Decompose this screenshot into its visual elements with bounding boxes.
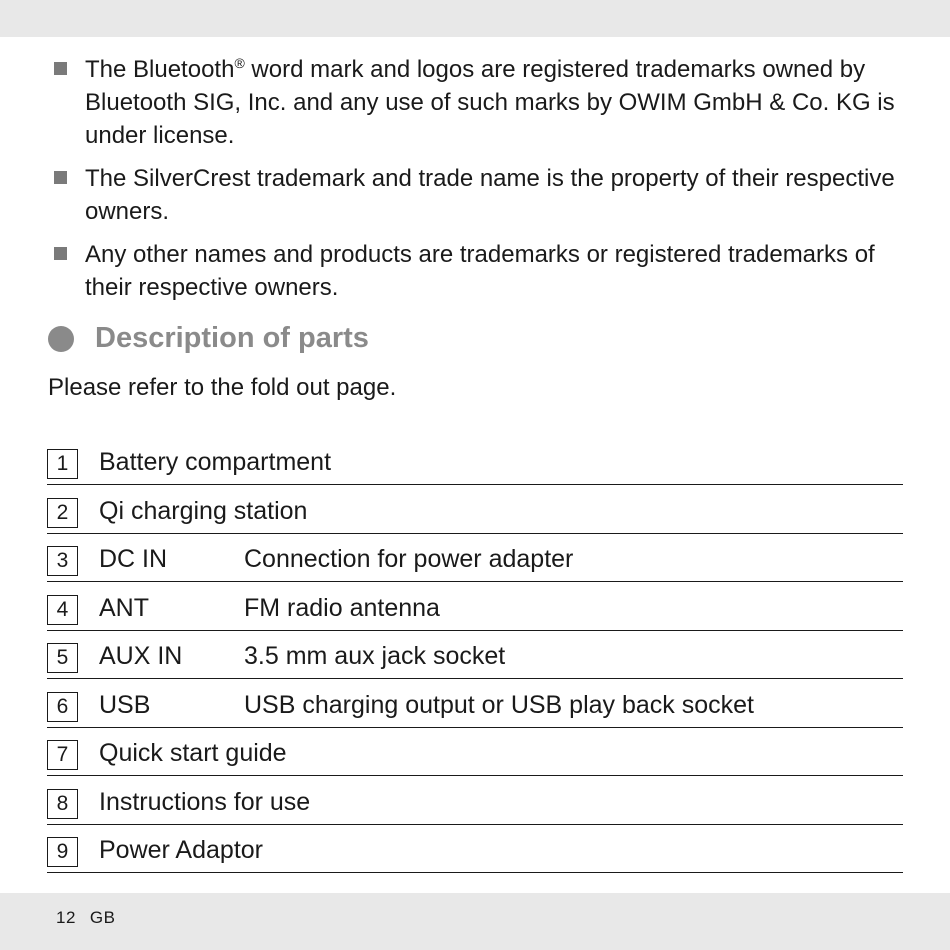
part-number: 6 bbox=[47, 692, 78, 722]
part-row bbox=[47, 778, 903, 825]
part-description: FM radio antenna bbox=[244, 593, 440, 622]
bullet-text bbox=[85, 53, 909, 152]
section-intro: Please refer to the fold out page. bbox=[48, 374, 397, 401]
square-bullet-icon bbox=[54, 62, 67, 75]
part-label: Qi charging station bbox=[99, 496, 308, 525]
part-row bbox=[47, 826, 903, 873]
part-row bbox=[47, 487, 903, 534]
part-row bbox=[47, 729, 903, 776]
circle-bullet-icon bbox=[48, 326, 74, 352]
part-number: 8 bbox=[47, 789, 78, 819]
part-description: Connection for power adapter bbox=[244, 545, 574, 573]
bullet-item bbox=[54, 53, 909, 152]
part-code: DC IN bbox=[99, 545, 168, 573]
part-number: 2 bbox=[47, 498, 78, 528]
bullet-text-part: The Bluetooth bbox=[85, 56, 235, 83]
footer bbox=[56, 908, 129, 928]
page-number: 12 bbox=[56, 908, 76, 927]
part-label: Battery compartment bbox=[99, 448, 332, 476]
trademark-bullet-list bbox=[54, 53, 909, 314]
part-label: Quick start guide bbox=[99, 739, 287, 767]
section-title: Description of parts bbox=[95, 322, 369, 354]
header-band bbox=[0, 0, 950, 37]
bullet-text-part: word mark and logos are registered trademarks owned by Bluetooth SIG, Inc. and any use of such marks by OWIM GmbH & Co. KG is under license. bbox=[85, 56, 895, 149]
bullet-item bbox=[54, 162, 909, 228]
part-code: ANT bbox=[99, 593, 149, 622]
part-row bbox=[47, 584, 903, 631]
square-bullet-icon bbox=[54, 171, 67, 184]
part-row bbox=[47, 681, 903, 728]
part-number: 3 bbox=[47, 546, 78, 576]
bullet-item bbox=[54, 238, 909, 304]
part-row bbox=[47, 438, 903, 485]
section-heading bbox=[48, 322, 369, 355]
part-code: AUX IN bbox=[99, 642, 183, 670]
language-code: GB bbox=[89, 908, 116, 927]
part-number: 9 bbox=[47, 837, 78, 867]
square-bullet-icon bbox=[54, 247, 67, 260]
part-number: 5 bbox=[47, 643, 78, 673]
part-description: USB charging output or USB play back socket bbox=[244, 690, 754, 719]
part-code: USB bbox=[99, 690, 151, 719]
part-number: 1 bbox=[47, 449, 78, 479]
part-label: Instructions for use bbox=[99, 787, 311, 816]
part-row bbox=[47, 535, 903, 582]
bullet-text: The SilverCrest trademark and trade name is the property of their respective owners. bbox=[85, 165, 895, 225]
part-description: 3.5 mm aux jack socket bbox=[244, 642, 506, 670]
part-label: Power Adaptor bbox=[99, 836, 263, 864]
part-number: 7 bbox=[47, 740, 78, 770]
bullet-text: Any other names and products are trademarks or registered trademarks of their respective owners. bbox=[85, 241, 875, 301]
part-row bbox=[47, 632, 903, 679]
footer-band bbox=[0, 893, 950, 950]
parts-list bbox=[47, 438, 903, 875]
registered-mark: ® bbox=[234, 55, 245, 71]
part-number: 4 bbox=[47, 595, 78, 625]
